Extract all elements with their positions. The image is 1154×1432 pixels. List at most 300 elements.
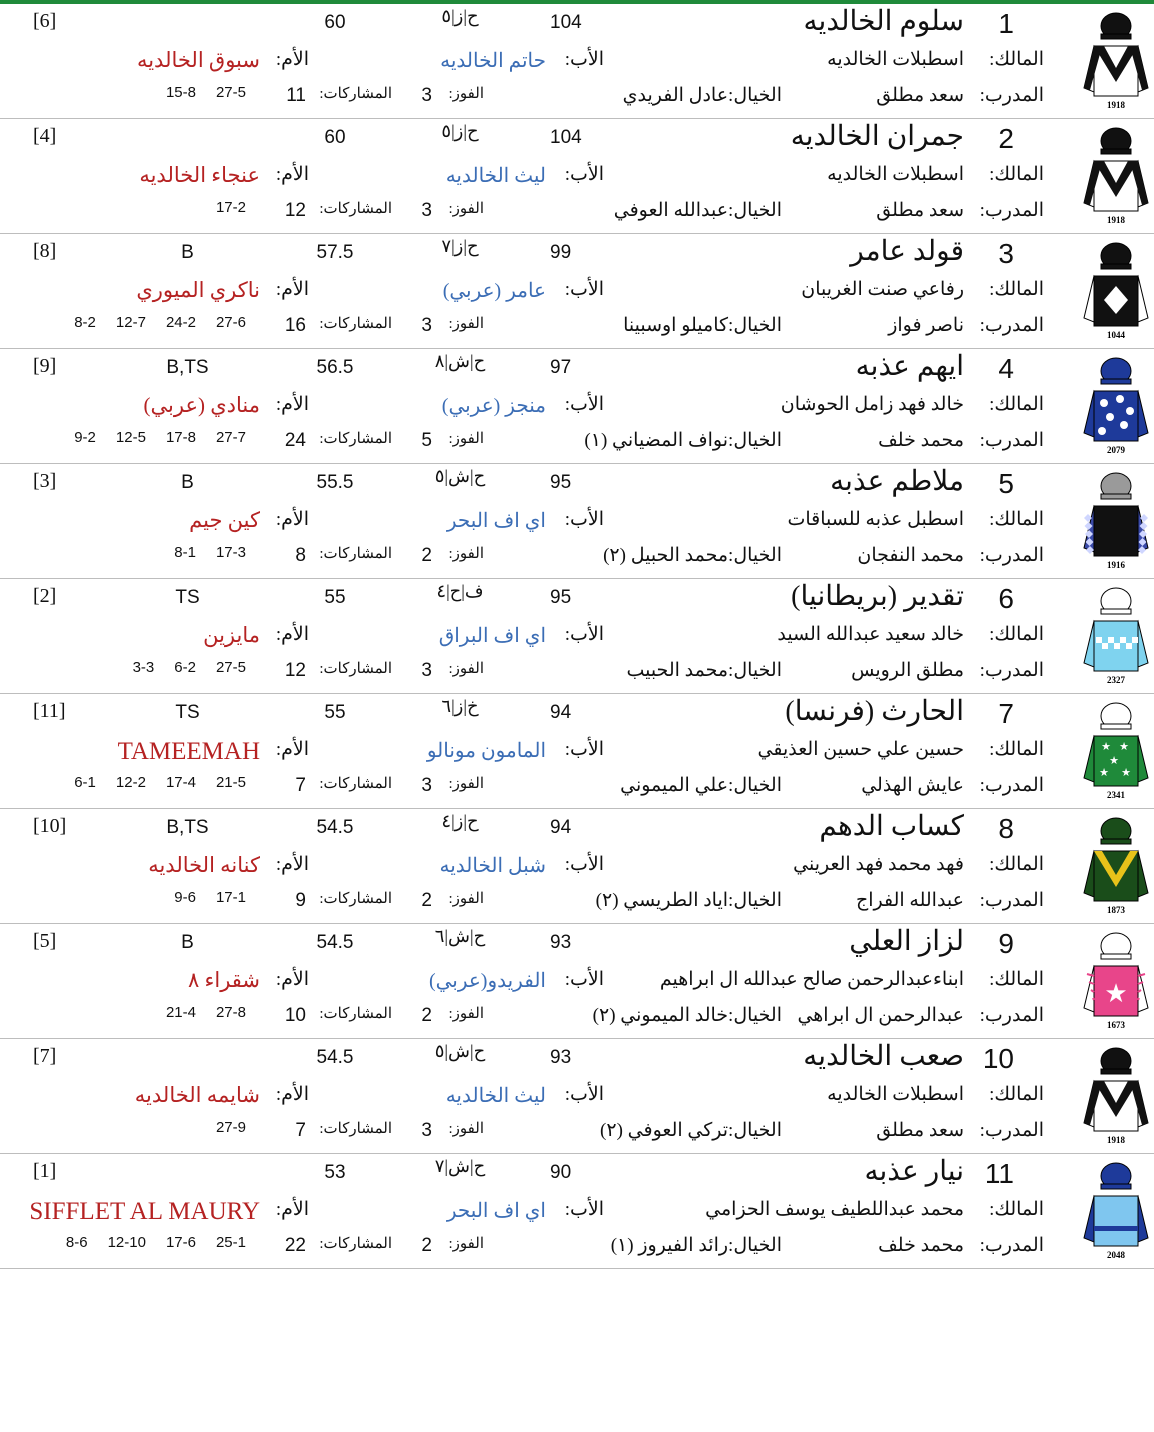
form-entry: 12-5 bbox=[115, 429, 146, 446]
horse-number: 4 bbox=[998, 353, 1014, 384]
wins-count: 3 bbox=[421, 775, 432, 796]
owner-name: اسطبلات الخالديه bbox=[827, 1084, 964, 1105]
jockey-value: كاميلو اوسبينا bbox=[623, 315, 729, 336]
weight: 55 bbox=[324, 587, 346, 608]
sire-label: الأب: bbox=[564, 49, 604, 70]
starts-count: 24 bbox=[284, 430, 306, 451]
dam-name[interactable]: ناكري الميوري bbox=[136, 278, 260, 302]
jockey-name bbox=[614, 199, 782, 222]
recent-form bbox=[74, 774, 246, 791]
sire-label: الأب: bbox=[564, 1084, 604, 1105]
dam-name[interactable]: منادي (عربي) bbox=[143, 393, 260, 417]
runner-row-6[interactable] bbox=[0, 579, 1154, 694]
jockey-silks-icon bbox=[1080, 1160, 1152, 1260]
trainer-label: المدرب: bbox=[979, 660, 1044, 681]
jockey-silks-icon bbox=[1080, 470, 1152, 570]
starts-count: 12 bbox=[284, 200, 306, 221]
trainer-name: عايش الهذلي bbox=[861, 775, 964, 796]
owner-name: رفاعي صنت الغريبان bbox=[801, 279, 964, 300]
svg-text:★: ★ bbox=[1101, 741, 1111, 753]
form-entry: 9-6 bbox=[174, 889, 196, 906]
starts-label: المشاركات: bbox=[319, 1006, 392, 1022]
form-entry: 17-2 bbox=[215, 199, 246, 216]
jockey-label: الخيال: bbox=[728, 85, 782, 106]
dam-name[interactable]: عنجاء الخالديه bbox=[139, 163, 260, 187]
jockey-label: الخيال: bbox=[728, 890, 782, 911]
trainer-label: المدرب: bbox=[979, 315, 1044, 336]
equipment: B bbox=[181, 472, 194, 493]
dam-name[interactable]: شايمه الخالديه bbox=[134, 1083, 260, 1107]
owner-label: المالك: bbox=[989, 49, 1044, 70]
jockey-name bbox=[593, 1004, 782, 1027]
recent-form bbox=[174, 544, 246, 561]
weight: 60 bbox=[324, 12, 346, 33]
horse-name[interactable]: كساب الدهم bbox=[819, 811, 964, 842]
jockey-silks-icon bbox=[1080, 930, 1152, 1030]
form-entry: 9-2 bbox=[74, 429, 96, 446]
age-sex: ف|ح|٤ bbox=[436, 581, 484, 601]
horse-name[interactable]: تقدير (بريطانيا) bbox=[791, 581, 964, 612]
form-entry: 8-1 bbox=[174, 544, 196, 561]
rating: 94 bbox=[550, 702, 572, 723]
starts-count: 10 bbox=[284, 1005, 306, 1026]
sire-name[interactable]: منجز (عربي) bbox=[441, 395, 546, 417]
draw-number: [9] bbox=[33, 355, 57, 377]
form-entry: 17-4 bbox=[165, 774, 196, 791]
jockey-name bbox=[623, 314, 782, 337]
sire-label: الأب: bbox=[564, 854, 604, 875]
sire-label: الأب: bbox=[564, 739, 604, 760]
horse-number: 1 bbox=[998, 8, 1014, 39]
jockey-name bbox=[584, 429, 782, 452]
wins-count: 2 bbox=[421, 890, 432, 911]
svg-text:1918: 1918 bbox=[1107, 100, 1125, 110]
form-entry: 15-8 bbox=[165, 84, 196, 101]
wins-count: 3 bbox=[421, 1120, 432, 1141]
rating: 97 bbox=[550, 357, 572, 378]
horse-number: 8 bbox=[998, 813, 1014, 844]
weight: 54.5 bbox=[316, 932, 354, 953]
horse-name[interactable]: نيار عذبه bbox=[864, 1156, 964, 1187]
wins-count: 2 bbox=[421, 1235, 432, 1256]
horse-name[interactable]: جمران الخالديه bbox=[790, 121, 964, 152]
trainer-label: المدرب: bbox=[979, 200, 1044, 221]
jockey-silks-icon bbox=[1080, 125, 1152, 225]
wins-label: الفوز: bbox=[448, 201, 484, 217]
form-entry: 25-1 bbox=[215, 1234, 246, 1251]
horse-name[interactable]: ايهم عذبه bbox=[855, 351, 964, 382]
jockey-name bbox=[600, 1119, 782, 1142]
trainer-label: المدرب: bbox=[979, 1005, 1044, 1026]
starts-count: 12 bbox=[284, 660, 306, 681]
form-entry: 17-8 bbox=[165, 429, 196, 446]
form-entry: 27-7 bbox=[215, 429, 246, 446]
jockey-value: عادل الفريدي bbox=[622, 85, 729, 106]
equipment: TS bbox=[175, 587, 200, 608]
runner-row-10[interactable] bbox=[0, 1039, 1154, 1154]
wins-count: 3 bbox=[421, 85, 432, 106]
runner-row-11[interactable] bbox=[0, 1154, 1154, 1269]
dam-label: الأم: bbox=[275, 394, 309, 415]
trainer-name: سعد مطلق bbox=[876, 1120, 964, 1141]
equipment: B bbox=[181, 932, 194, 953]
jockey-value: محمد الحبيل (٢) bbox=[603, 545, 729, 566]
trainer-name: عبدالله الفراج bbox=[855, 890, 964, 911]
sire-label: الأب: bbox=[564, 279, 604, 300]
runner-row-3[interactable] bbox=[0, 234, 1154, 349]
horse-name[interactable]: لزاز العلي bbox=[849, 926, 964, 957]
age-sex: ح|ز|٥ bbox=[441, 121, 479, 141]
svg-text:1673: 1673 bbox=[1107, 1020, 1125, 1030]
svg-text:★: ★ bbox=[1121, 767, 1131, 779]
wins-count: 3 bbox=[421, 315, 432, 336]
sire-name[interactable]: اي اف البراق bbox=[438, 625, 546, 647]
horse-name[interactable]: سلوم الخالديه bbox=[803, 6, 964, 37]
equipment: B,TS bbox=[166, 357, 209, 378]
form-entry: 24-2 bbox=[165, 314, 196, 331]
form-entry: 3-3 bbox=[132, 659, 155, 676]
recent-form bbox=[66, 1234, 246, 1251]
owner-name: فهد محمد فهد العريني bbox=[793, 854, 964, 875]
dam-label: الأم: bbox=[275, 969, 309, 990]
weight: 55.5 bbox=[316, 472, 354, 493]
form-entry: 21-5 bbox=[215, 774, 246, 791]
trainer-name: عبدالرحمن ال ابراهي bbox=[797, 1005, 964, 1026]
runner-row-9[interactable] bbox=[0, 924, 1154, 1039]
age-sex: خ|ز|٦ bbox=[441, 696, 479, 716]
jockey-value: محمد الحبيب bbox=[626, 660, 729, 681]
starts-label: المشاركات: bbox=[319, 546, 392, 562]
jockey-value: تركي العوفي (٢) bbox=[600, 1120, 729, 1141]
trainer-name: ناصر فواز bbox=[888, 315, 964, 336]
equipment: B bbox=[181, 242, 194, 263]
horse-number: 3 bbox=[998, 238, 1014, 269]
jockey-label: الخيال: bbox=[728, 1005, 782, 1026]
jockey-value: علي الميموني bbox=[620, 775, 729, 796]
svg-text:1044: 1044 bbox=[1107, 330, 1125, 340]
svg-text:1918: 1918 bbox=[1107, 215, 1125, 225]
jockey-name bbox=[596, 889, 782, 912]
dam-name[interactable]: شقراء ٨ bbox=[187, 968, 260, 992]
owner-label: المالك: bbox=[989, 509, 1044, 530]
horse-name[interactable]: ملاطم عذبه bbox=[830, 466, 964, 497]
form-entry: 6-2 bbox=[174, 659, 196, 676]
owner-label: المالك: bbox=[989, 739, 1044, 760]
sire-label: الأب: bbox=[564, 624, 604, 645]
trainer-label: المدرب: bbox=[979, 890, 1044, 911]
starts-count: 7 bbox=[295, 1120, 306, 1141]
wins-label: الفوز: bbox=[448, 891, 484, 907]
owner-name: خالد فهد زامل الحوشان bbox=[780, 394, 964, 415]
horse-number: 10 bbox=[982, 1043, 1014, 1074]
form-entry: 8-2 bbox=[74, 314, 96, 331]
draw-number: [1] bbox=[33, 1160, 57, 1182]
svg-text:★: ★ bbox=[1109, 755, 1119, 767]
horse-number: 5 bbox=[998, 468, 1014, 499]
dam-label: الأم: bbox=[275, 509, 309, 530]
horse-number: 6 bbox=[998, 583, 1014, 614]
age-sex: ح|ش|٥ bbox=[434, 466, 486, 486]
form-entry: 27-5 bbox=[215, 84, 246, 101]
horse-name[interactable]: صعب الخالديه bbox=[803, 1041, 964, 1072]
draw-number: [8] bbox=[33, 240, 57, 262]
wins-count: 3 bbox=[421, 660, 432, 681]
wins-label: الفوز: bbox=[448, 1006, 484, 1022]
form-entry: 6-1 bbox=[74, 774, 96, 791]
form-entry: 17-3 bbox=[215, 544, 246, 561]
svg-text:★: ★ bbox=[1099, 767, 1109, 779]
owner-label: المالك: bbox=[989, 164, 1044, 185]
dam-label: الأم: bbox=[275, 854, 309, 875]
starts-count: 16 bbox=[284, 315, 306, 336]
starts-label: المشاركات: bbox=[319, 1121, 392, 1137]
rating: 95 bbox=[550, 472, 572, 493]
wins-count: 2 bbox=[421, 1005, 432, 1026]
dam-label: الأم: bbox=[275, 624, 309, 645]
wins-label: الفوز: bbox=[448, 661, 484, 677]
rating: 94 bbox=[550, 817, 572, 838]
jockey-label: الخيال: bbox=[728, 1120, 782, 1141]
owner-name: خالد سعيد عبدالله السيد bbox=[777, 624, 964, 645]
trainer-label: المدرب: bbox=[979, 430, 1044, 451]
wins-count: 2 bbox=[421, 545, 432, 566]
age-sex: ح|ش|٥ bbox=[434, 1041, 486, 1061]
starts-count: 22 bbox=[284, 1235, 306, 1256]
form-entry: 12-10 bbox=[107, 1234, 146, 1251]
runner-row-4[interactable] bbox=[0, 349, 1154, 464]
svg-text:1916: 1916 bbox=[1107, 560, 1125, 570]
svg-text:1873: 1873 bbox=[1107, 905, 1125, 915]
jockey-silks-icon bbox=[1080, 240, 1152, 340]
owner-label: المالك: bbox=[989, 854, 1044, 875]
rating: 104 bbox=[550, 12, 582, 33]
jockey-value: نواف المضياني (١) bbox=[584, 430, 729, 451]
sire-label: الأب: bbox=[564, 1199, 604, 1220]
draw-number: [2] bbox=[33, 585, 57, 607]
weight: 60 bbox=[324, 127, 346, 148]
horse-number: 2 bbox=[998, 123, 1014, 154]
starts-label: المشاركات: bbox=[319, 431, 392, 447]
trainer-name: مطلق الرويس bbox=[851, 660, 964, 681]
jockey-name bbox=[626, 659, 782, 682]
jockey-silks-icon bbox=[1080, 1045, 1152, 1145]
weight: 55 bbox=[324, 702, 346, 723]
owner-name: حسين علي حسين العذيقي bbox=[757, 739, 964, 760]
owner-label: المالك: bbox=[989, 1084, 1044, 1105]
jockey-label: الخيال: bbox=[728, 1235, 782, 1256]
jockey-silks-icon bbox=[1080, 10, 1152, 110]
starts-count: 11 bbox=[286, 85, 306, 106]
recent-form bbox=[166, 84, 246, 101]
wins-count: 5 bbox=[421, 430, 432, 451]
starts-label: المشاركات: bbox=[319, 201, 392, 217]
svg-text:2048: 2048 bbox=[1107, 1250, 1125, 1260]
recent-form bbox=[216, 199, 246, 216]
dam-name[interactable]: SIFFLET AL MAURY bbox=[29, 1198, 260, 1225]
svg-text:2341: 2341 bbox=[1107, 790, 1125, 800]
recent-form bbox=[166, 1004, 246, 1021]
draw-number: [11] bbox=[33, 700, 66, 722]
jockey-value: رائد الفيروز (١) bbox=[610, 1235, 729, 1256]
dam-name[interactable]: كين جيم bbox=[189, 508, 260, 532]
owner-name: اسطبلات الخالديه bbox=[827, 164, 964, 185]
jockey-silks-icon bbox=[1080, 815, 1152, 915]
jockey-name bbox=[620, 774, 782, 797]
draw-number: [10] bbox=[33, 815, 67, 837]
sire-name[interactable]: حاتم الخالديه bbox=[440, 50, 546, 72]
runner-row-7[interactable] bbox=[0, 694, 1154, 809]
trainer-name: محمد خلف bbox=[878, 430, 964, 451]
owner-name: اسطبلات الخالديه bbox=[827, 49, 964, 70]
draw-number: [3] bbox=[33, 470, 57, 492]
sire-name[interactable]: اي اف البحر bbox=[446, 510, 546, 532]
svg-text:2327: 2327 bbox=[1107, 675, 1125, 685]
sire-name[interactable]: المامون مونالو bbox=[426, 740, 546, 762]
jockey-value: اياد الطريسي (٢) bbox=[595, 890, 729, 911]
recent-form bbox=[174, 889, 246, 906]
trainer-name: سعد مطلق bbox=[876, 200, 964, 221]
dam-name[interactable]: سبوق الخالديه bbox=[136, 48, 260, 72]
dam-label: الأم: bbox=[275, 1084, 309, 1105]
jockey-value: عبدالله العوفي bbox=[613, 200, 729, 221]
draw-number: [7] bbox=[33, 1045, 57, 1067]
dam-label: الأم: bbox=[275, 164, 309, 185]
horse-number: 9 bbox=[998, 928, 1014, 959]
weight: 54.5 bbox=[316, 817, 354, 838]
jockey-label: الخيال: bbox=[728, 430, 782, 451]
owner-label: المالك: bbox=[989, 624, 1044, 645]
sire-label: الأب: bbox=[564, 394, 604, 415]
sire-name[interactable]: اي اف البحر bbox=[446, 1200, 546, 1222]
horse-number: 7 bbox=[998, 698, 1014, 729]
trainer-name: سعد مطلق bbox=[876, 85, 964, 106]
rating: 90 bbox=[550, 1162, 572, 1183]
owner-name: اسطبل عذبه للسباقات bbox=[787, 509, 964, 530]
owner-label: المالك: bbox=[989, 1199, 1044, 1220]
sire-name[interactable]: عامر (عربي) bbox=[442, 280, 546, 302]
starts-label: المشاركات: bbox=[319, 86, 392, 102]
draw-number: [5] bbox=[33, 930, 57, 952]
form-entry: 27-6 bbox=[215, 314, 246, 331]
rating: 93 bbox=[550, 932, 572, 953]
starts-count: 8 bbox=[295, 545, 306, 566]
sire-name[interactable]: الفريدو(عربي) bbox=[428, 970, 546, 992]
dam-label: الأم: bbox=[275, 739, 309, 760]
trainer-label: المدرب: bbox=[979, 775, 1044, 796]
draw-number: [4] bbox=[33, 125, 57, 147]
trainer-label: المدرب: bbox=[979, 85, 1044, 106]
jockey-name bbox=[603, 544, 782, 567]
starts-label: المشاركات: bbox=[319, 1236, 392, 1252]
form-entry: 21-4 bbox=[165, 1004, 196, 1021]
age-sex: ح|ز|٥ bbox=[441, 6, 479, 26]
weight: 56.5 bbox=[316, 357, 354, 378]
rating: 95 bbox=[550, 587, 572, 608]
wins-label: الفوز: bbox=[448, 776, 484, 792]
sire-name[interactable]: ليث الخالديه bbox=[445, 1085, 546, 1107]
age-sex: ح|ز|٤ bbox=[441, 811, 479, 831]
form-entry: 12-7 bbox=[115, 314, 146, 331]
horse-name[interactable]: قولد عامر bbox=[850, 236, 964, 267]
sire-name[interactable]: شبل الخالديه bbox=[439, 855, 546, 877]
wins-label: الفوز: bbox=[448, 1121, 484, 1137]
svg-text:1918: 1918 bbox=[1107, 1135, 1125, 1145]
equipment: TS bbox=[175, 702, 200, 723]
owner-label: المالك: bbox=[989, 279, 1044, 300]
form-entry: 27-8 bbox=[215, 1004, 246, 1021]
jockey-label: الخيال: bbox=[728, 775, 782, 796]
starts-label: المشاركات: bbox=[319, 776, 392, 792]
age-sex: ح|ش|٦ bbox=[434, 926, 486, 946]
age-sex: ح|ش|٧ bbox=[434, 1156, 486, 1176]
jockey-value: خالد الميموني (٢) bbox=[592, 1005, 729, 1026]
sire-label: الأب: bbox=[564, 164, 604, 185]
runner-row-2[interactable] bbox=[0, 119, 1154, 234]
dam-name[interactable]: كنانه الخالديه bbox=[148, 853, 260, 877]
owner-label: المالك: bbox=[989, 969, 1044, 990]
runner-row-8[interactable] bbox=[0, 809, 1154, 924]
trainer-name: محمد خلف bbox=[878, 1235, 964, 1256]
trainer-label: المدرب: bbox=[979, 1120, 1044, 1141]
recent-form bbox=[74, 429, 246, 446]
owner-name: محمد عبداللطيف يوسف الحزامي bbox=[705, 1199, 964, 1220]
owner-label: المالك: bbox=[989, 394, 1044, 415]
form-entry: 27-9 bbox=[215, 1119, 246, 1136]
runner-row-5[interactable] bbox=[0, 464, 1154, 579]
svg-text:2079: 2079 bbox=[1107, 445, 1125, 455]
starts-label: المشاركات: bbox=[319, 891, 392, 907]
form-entry: 12-2 bbox=[115, 774, 146, 791]
wins-label: الفوز: bbox=[448, 86, 484, 102]
dam-name[interactable]: TAMEEMAH bbox=[117, 738, 260, 765]
svg-text:★: ★ bbox=[1119, 741, 1129, 753]
form-entry: 27-5 bbox=[215, 659, 246, 676]
dam-name[interactable]: مايزين bbox=[203, 623, 260, 647]
sire-label: الأب: bbox=[564, 969, 604, 990]
rating: 93 bbox=[550, 1047, 572, 1068]
age-sex: ح|ز|٧ bbox=[441, 236, 479, 256]
starts-label: المشاركات: bbox=[319, 316, 392, 332]
age-sex: ح|ش|٨ bbox=[434, 351, 486, 371]
dam-label: الأم: bbox=[275, 279, 309, 300]
rating: 104 bbox=[550, 127, 582, 148]
trainer-name: محمد النفجان bbox=[857, 545, 964, 566]
form-entry: 17-6 bbox=[165, 1234, 196, 1251]
jockey-silks-icon bbox=[1080, 355, 1152, 455]
recent-form bbox=[74, 314, 246, 331]
jockey-label: الخيال: bbox=[728, 315, 782, 336]
wins-count: 3 bbox=[421, 200, 432, 221]
horse-name[interactable]: الحارث (فرنسا) bbox=[785, 696, 964, 727]
horse-number: 11 bbox=[984, 1158, 1014, 1189]
wins-label: الفوز: bbox=[448, 1236, 484, 1252]
form-entry: 17-1 bbox=[215, 889, 246, 906]
draw-number: [6] bbox=[33, 10, 57, 32]
equipment: B,TS bbox=[166, 817, 209, 838]
sire-name[interactable]: ليث الخالديه bbox=[445, 165, 546, 187]
jockey-label: الخيال: bbox=[728, 545, 782, 566]
jockey-name bbox=[611, 1234, 782, 1257]
trainer-label: المدرب: bbox=[979, 1235, 1044, 1256]
dam-label: الأم: bbox=[275, 49, 309, 70]
weight: 54.5 bbox=[316, 1047, 354, 1068]
dam-label: الأم: bbox=[275, 1199, 309, 1220]
owner-name: ابناءعبدالرحمن صالح عبدالله ال ابراهيم bbox=[659, 969, 964, 990]
runner-row-1[interactable] bbox=[0, 4, 1154, 119]
weight: 53 bbox=[324, 1162, 346, 1183]
wins-label: الفوز: bbox=[448, 431, 484, 447]
starts-count: 7 bbox=[295, 775, 306, 796]
